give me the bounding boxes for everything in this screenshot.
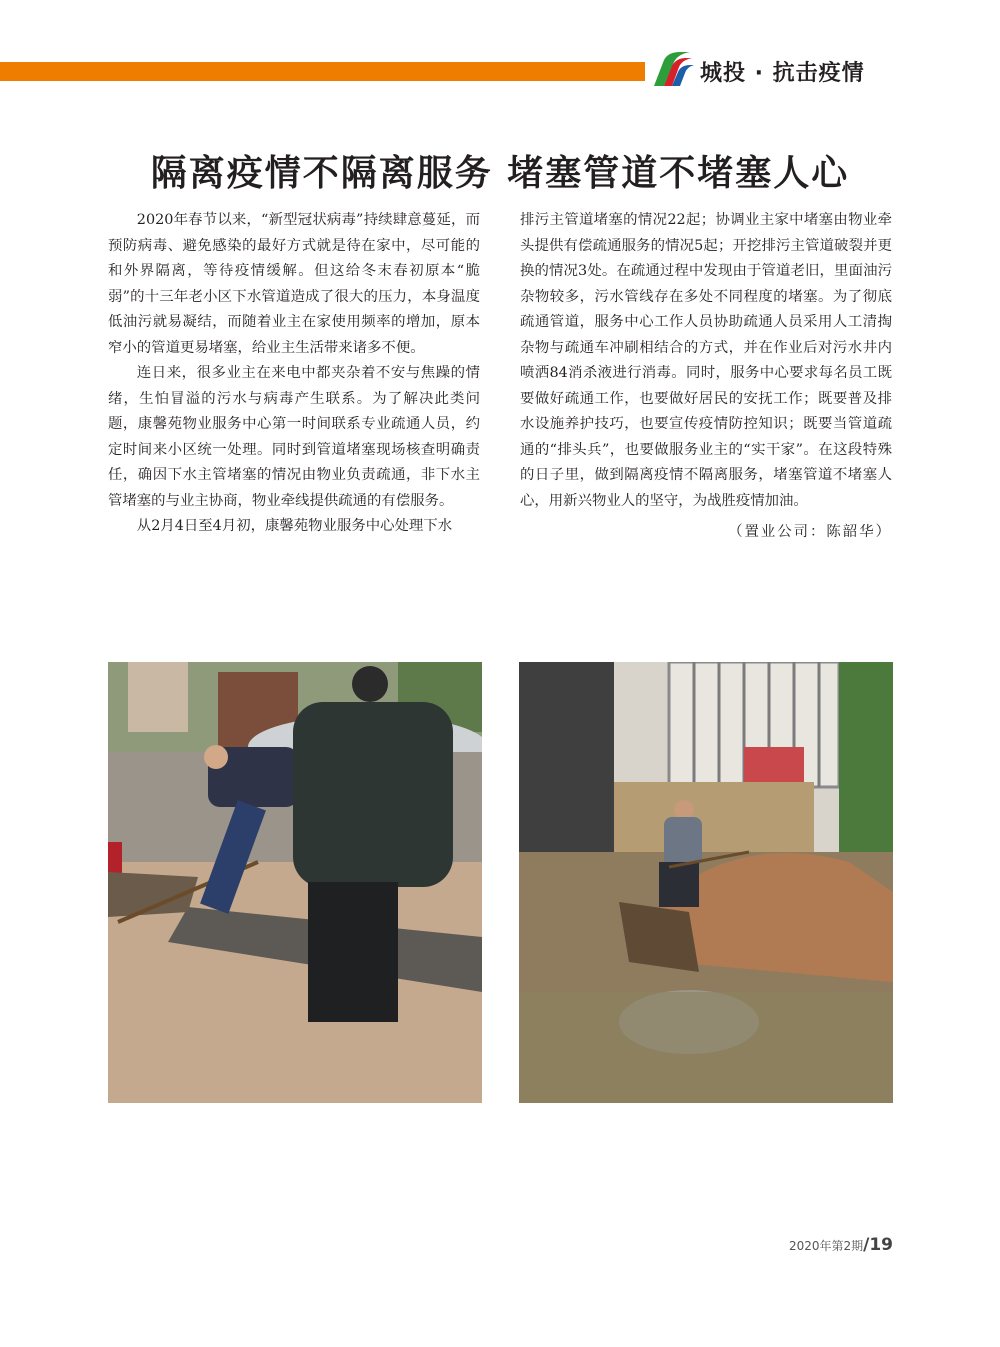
company-logo [650,50,694,88]
page-footer [789,1235,893,1255]
paragraph-3-continued: 排污主管道堵塞的情况22起；协调业主家中堵塞由物业牵头提供有偿疏通服务的情况5起；开挖排污主管道破裂并更换的情况3处。在疏通过程中发现由于管道老旧，里面油污杂物较多，污水管线存在多处不同程度的堵塞。为了彻底疏通管道，服务中心工作人员协助疏通人员采用人工清掏杂物与疏通车冲刷相结合的方式，并在作业后对污水井内喷洒84消杀液进行消毒。同时，服务中心要求每名员工既要做好疏通工作，也要做好居民的安抚工作；既要普及排水设施养护技巧，也要宣传疫情防控知识；既要当管道疏通的“排头兵”，也要做服务业主的“实干家”。在这段特殊的日子里，做到隔离疫情不隔离服务，堵塞管道不堵塞人心，用新兴物业人的坚守，为战胜疫情加油。 [520,212,892,509]
text-column-right [520,208,892,546]
section-title: 城投 · 抗击疫情 [700,61,865,86]
article-title: 隔离疫情不隔离服务 堵塞管道不堵塞人心 [150,153,850,194]
header-accent-bar [0,62,645,81]
page-number: /19 [863,1235,893,1255]
paragraph-2: 连日来，很多业主在来电中都夹杂着不安与焦躁的情绪，生怕冒溢的污水与病毒产生联系。为了解决此类问题，康馨苑物业服务中心第一时间联系专业疏通人员，约定时间来小区统一处理。同时到管道堵塞现场核查明确责任，确因下水主管堵塞的情况由物业负责疏通，非下水主管堵塞的与业主协商，物业牵线提供疏通的有偿服务。 [108,365,480,509]
photo-workers-drain [108,662,482,1103]
text-column-left [108,208,480,540]
photo-worker-digging [519,662,893,1103]
author-credit: （置业公司：陈韶华） [728,524,892,540]
paragraph-1: 2020年春节以来，“新型冠状病毒”持续肆意蔓延，而预防病毒、避免感染的最好方式就是待在家中，尽可能的和外界隔离，等待疫情缓解。但这给冬末春初原本“脆弱”的十三年老小区下水管道造成了很大的压力，本身温度低油污就易凝结，而随着业主在家使用频率的增加，原本窄小的管道更易堵塞，给业主生活带来诸多不便。 [108,212,480,356]
paragraph-3: 从2月4日至4月初，康馨苑物业服务中心处理下水 [136,518,453,534]
issue-label: 2020年第2期 [788,1239,864,1253]
